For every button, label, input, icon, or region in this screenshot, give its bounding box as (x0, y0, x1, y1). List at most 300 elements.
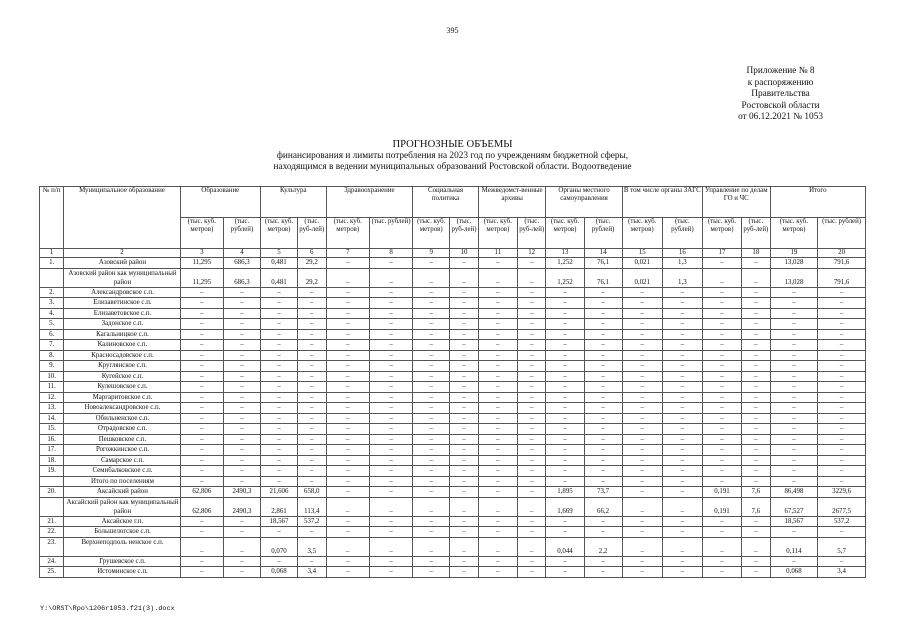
column-number: 5 (260, 249, 297, 258)
value-cell: – (413, 476, 450, 487)
table-row (40, 527, 866, 538)
value-cell: – (450, 340, 479, 351)
value-cell: – (818, 361, 866, 372)
value-cell: – (702, 434, 741, 445)
value-cell: – (702, 340, 741, 351)
value-cell: – (223, 527, 260, 538)
value-cell: – (478, 340, 517, 351)
value-cell: 686,3 (223, 268, 260, 287)
column-number: 15 (622, 249, 662, 258)
value-cell: – (818, 445, 866, 456)
value-cell: – (742, 361, 771, 372)
header-unit: (тыс. куб. метров) (260, 218, 297, 249)
value-cell: – (742, 258, 771, 269)
file-path-footer: Y:\ORST\Rpo\1206r1053.f21(3).docx (40, 605, 175, 613)
value-cell: – (546, 567, 584, 578)
value-cell: – (326, 527, 369, 538)
value-cell: – (180, 476, 223, 487)
value-cell: – (662, 298, 702, 309)
value-cell: 66,2 (584, 497, 622, 516)
value-cell: – (546, 455, 584, 466)
value-cell: – (770, 527, 818, 538)
row-number: 7. (40, 340, 64, 351)
value-cell: – (742, 413, 771, 424)
value-cell: – (326, 516, 369, 527)
value-cell: – (662, 413, 702, 424)
value-cell: – (546, 403, 584, 414)
row-number: 21. (40, 516, 64, 527)
value-cell: – (180, 350, 223, 361)
value-cell: – (450, 466, 479, 477)
municipality-name: Аксайский район (64, 487, 180, 498)
value-cell: – (450, 268, 479, 287)
header-unit: (тыс. руб-лей) (450, 218, 479, 249)
value-cell: – (297, 424, 326, 435)
column-number: 2 (64, 249, 180, 258)
value-cell: 13,028 (770, 258, 818, 269)
value-cell: 67,527 (770, 497, 818, 516)
value-cell: – (326, 350, 369, 361)
value-cell: – (326, 268, 369, 287)
value-cell: – (546, 298, 584, 309)
value-cell: 0,114 (770, 537, 818, 556)
value-cell: – (702, 319, 741, 330)
value-cell: – (260, 329, 297, 340)
municipality-name: Кугейское с.п. (64, 371, 180, 382)
value-cell: – (818, 350, 866, 361)
value-cell: 2490,3 (223, 497, 260, 516)
value-cell: – (742, 567, 771, 578)
row-number: 24. (40, 556, 64, 567)
municipality-name: Большелогское с.п. (64, 527, 180, 538)
value-cell: – (742, 308, 771, 319)
value-cell: – (546, 445, 584, 456)
value-cell: – (297, 382, 326, 393)
appendix-line: к распоряжению (747, 77, 814, 88)
value-cell: – (546, 371, 584, 382)
value-cell: – (702, 527, 741, 538)
value-cell: – (818, 308, 866, 319)
value-cell: – (223, 329, 260, 340)
row-number: 11. (40, 382, 64, 393)
row-number: 8. (40, 350, 64, 361)
value-cell: – (742, 424, 771, 435)
value-cell: – (223, 371, 260, 382)
value-cell: – (450, 537, 479, 556)
value-cell: – (223, 434, 260, 445)
header-unit: (тыс. руб-лей) (742, 218, 771, 249)
value-cell: – (478, 455, 517, 466)
header-unit: (тыс. рублей) (369, 218, 412, 249)
table-row (40, 298, 866, 309)
value-cell: 0,481 (260, 268, 297, 287)
value-cell: – (297, 340, 326, 351)
value-cell: – (546, 516, 584, 527)
table-row (40, 567, 866, 578)
value-cell: – (662, 350, 702, 361)
table-row (40, 434, 866, 445)
table-row (40, 361, 866, 372)
value-cell: – (326, 466, 369, 477)
value-cell: – (450, 308, 479, 319)
value-cell: – (702, 556, 741, 567)
table-row (40, 319, 866, 330)
value-cell: – (662, 308, 702, 319)
value-cell: – (450, 487, 479, 498)
value-cell: – (770, 476, 818, 487)
value-cell: – (584, 413, 622, 424)
value-cell: – (622, 308, 662, 319)
value-cell: – (517, 319, 546, 330)
header-group: Управление по делам ГО и ЧС (702, 187, 770, 218)
column-number: 6 (297, 249, 326, 258)
value-cell: – (770, 434, 818, 445)
value-cell: – (584, 287, 622, 298)
table-row (40, 556, 866, 567)
value-cell: – (546, 413, 584, 424)
value-cell: – (297, 392, 326, 403)
title-main: ПРОГНОЗНЫЕ ОБЪЕМЫ (392, 139, 513, 150)
value-cell: – (223, 319, 260, 330)
value-cell: – (702, 403, 741, 414)
value-cell: – (478, 392, 517, 403)
value-cell: – (413, 258, 450, 269)
value-cell: – (517, 268, 546, 287)
value-cell: – (413, 361, 450, 372)
value-cell: – (770, 403, 818, 414)
value-cell: – (223, 455, 260, 466)
table-row (40, 466, 866, 477)
value-cell: – (413, 487, 450, 498)
value-cell: – (369, 527, 412, 538)
row-number: 4. (40, 308, 64, 319)
table-row (40, 268, 866, 287)
value-cell: – (223, 403, 260, 414)
value-cell: – (369, 329, 412, 340)
table-row (40, 329, 866, 340)
value-cell: – (478, 497, 517, 516)
value-cell: – (622, 497, 662, 516)
value-cell: – (517, 308, 546, 319)
column-number: 9 (413, 249, 450, 258)
value-cell: – (818, 287, 866, 298)
value-cell: – (478, 371, 517, 382)
value-cell: – (297, 361, 326, 372)
value-cell: – (223, 466, 260, 477)
value-cell: – (584, 350, 622, 361)
value-cell: – (584, 361, 622, 372)
value-cell: – (818, 382, 866, 393)
value-cell: – (369, 371, 412, 382)
value-cell: – (742, 350, 771, 361)
value-cell: – (702, 361, 741, 372)
value-cell: – (413, 556, 450, 567)
value-cell: – (818, 556, 866, 567)
header-municipality: Муниципальное образование (64, 187, 180, 249)
municipality-name: Семибалковское с.п. (64, 466, 180, 477)
value-cell: – (622, 455, 662, 466)
value-cell: – (546, 308, 584, 319)
value-cell: – (413, 329, 450, 340)
municipality-name: Кулешовское с.п. (64, 382, 180, 393)
table-row (40, 455, 866, 466)
value-cell: – (742, 403, 771, 414)
value-cell: – (622, 350, 662, 361)
value-cell: – (517, 455, 546, 466)
header-unit: (тыс. руб-лей) (297, 218, 326, 249)
value-cell: – (818, 476, 866, 487)
value-cell: – (413, 382, 450, 393)
value-cell: – (517, 424, 546, 435)
value-cell: 73,7 (584, 487, 622, 498)
value-cell: – (180, 287, 223, 298)
value-cell: – (622, 382, 662, 393)
value-cell: – (369, 455, 412, 466)
value-cell: – (413, 340, 450, 351)
header-unit: (тыс. руб-лей) (517, 218, 546, 249)
value-cell: – (546, 382, 584, 393)
value-cell: – (369, 319, 412, 330)
value-cell: – (450, 527, 479, 538)
value-cell: – (622, 361, 662, 372)
value-cell: – (223, 392, 260, 403)
value-cell: – (818, 371, 866, 382)
value-cell: 3229,6 (818, 487, 866, 498)
value-cell: – (770, 308, 818, 319)
value-cell: – (369, 403, 412, 414)
value-cell: – (326, 361, 369, 372)
value-cell: – (662, 287, 702, 298)
row-number: 17. (40, 445, 64, 456)
value-cell: – (478, 434, 517, 445)
table-row (40, 258, 866, 269)
value-cell: 62,806 (180, 497, 223, 516)
document-title (0, 139, 905, 173)
value-cell: – (818, 424, 866, 435)
value-cell: – (546, 350, 584, 361)
value-cell: – (326, 340, 369, 351)
appendix-block (738, 66, 823, 124)
value-cell: – (478, 424, 517, 435)
value-cell: – (662, 382, 702, 393)
header-unit: (тыс. рублей) (662, 218, 702, 249)
table-row (40, 340, 866, 351)
value-cell: – (326, 329, 369, 340)
value-cell: – (546, 434, 584, 445)
value-cell: – (450, 556, 479, 567)
value-cell: – (413, 527, 450, 538)
row-number: 2. (40, 287, 64, 298)
value-cell: – (818, 413, 866, 424)
value-cell: 0,021 (622, 268, 662, 287)
row-number (40, 497, 64, 516)
row-number: 14. (40, 413, 64, 424)
value-cell: – (546, 476, 584, 487)
value-cell: – (260, 466, 297, 477)
value-cell: – (742, 476, 771, 487)
value-cell: – (478, 516, 517, 527)
value-cell: – (584, 434, 622, 445)
value-cell: 1,895 (546, 487, 584, 498)
value-cell: – (517, 371, 546, 382)
value-cell: – (478, 556, 517, 567)
value-cell: – (369, 434, 412, 445)
value-cell: – (369, 287, 412, 298)
column-number: 1 (40, 249, 64, 258)
value-cell: – (584, 298, 622, 309)
value-cell: – (297, 476, 326, 487)
value-cell: – (517, 287, 546, 298)
value-cell: – (742, 329, 771, 340)
value-cell: – (742, 268, 771, 287)
value-cell: 18,567 (260, 516, 297, 527)
municipality-name: Рогожкинское с.п. (64, 445, 180, 456)
value-cell: – (818, 392, 866, 403)
value-cell: – (702, 371, 741, 382)
value-cell: – (662, 392, 702, 403)
value-cell: – (517, 516, 546, 527)
value-cell: – (223, 476, 260, 487)
appendix-line: Правительства (751, 89, 810, 100)
value-cell: – (584, 445, 622, 456)
value-cell: – (770, 287, 818, 298)
value-cell: – (326, 258, 369, 269)
value-cell: – (180, 298, 223, 309)
value-cell: – (223, 567, 260, 578)
row-number: 23. (40, 537, 64, 556)
value-cell: – (742, 298, 771, 309)
value-cell: – (326, 497, 369, 516)
header-unit: (тыс. куб. метров) (326, 218, 369, 249)
value-cell: 29,2 (297, 268, 326, 287)
value-cell: – (818, 466, 866, 477)
value-cell: 537,2 (297, 516, 326, 527)
row-number: 6. (40, 329, 64, 340)
value-cell: – (702, 537, 741, 556)
value-cell: 2490,3 (223, 487, 260, 498)
value-cell: – (369, 361, 412, 372)
municipality-name: Елизаветовское с.п. (64, 308, 180, 319)
value-cell: – (180, 340, 223, 351)
table-row (40, 350, 866, 361)
row-number: 16. (40, 434, 64, 445)
value-cell: – (413, 567, 450, 578)
value-cell: – (326, 413, 369, 424)
table-row (40, 516, 866, 527)
value-cell: – (450, 413, 479, 424)
value-cell: – (662, 424, 702, 435)
value-cell: 7,6 (742, 497, 771, 516)
municipality-name: Истоминское с.п. (64, 567, 180, 578)
value-cell: – (702, 392, 741, 403)
value-cell: – (180, 329, 223, 340)
value-cell: – (478, 382, 517, 393)
value-cell: – (326, 556, 369, 567)
value-cell: – (369, 466, 412, 477)
value-cell: – (546, 466, 584, 477)
value-cell: 7,6 (742, 487, 771, 498)
value-cell: – (662, 516, 702, 527)
row-number (40, 476, 64, 487)
value-cell: – (622, 537, 662, 556)
value-cell: – (662, 466, 702, 477)
value-cell: – (622, 466, 662, 477)
value-cell: – (297, 329, 326, 340)
value-cell: – (742, 537, 771, 556)
table-row (40, 371, 866, 382)
value-cell: – (478, 537, 517, 556)
table-row (40, 308, 866, 319)
municipality-name: Аксайское г.п. (64, 516, 180, 527)
value-cell: – (326, 445, 369, 456)
municipality-name: Азовский район как муниципальный район (64, 268, 180, 287)
value-cell: – (702, 329, 741, 340)
value-cell: – (702, 445, 741, 456)
value-cell: 0,481 (260, 258, 297, 269)
value-cell: – (369, 537, 412, 556)
value-cell: 11,295 (180, 258, 223, 269)
value-cell: 0,021 (622, 258, 662, 269)
value-cell: 3,4 (297, 567, 326, 578)
value-cell: – (223, 537, 260, 556)
header-group: В том числе органы ЗАГС (622, 187, 702, 218)
value-cell: – (260, 319, 297, 330)
value-cell: – (223, 298, 260, 309)
value-cell: 1,669 (546, 497, 584, 516)
value-cell: – (180, 537, 223, 556)
value-cell: – (369, 445, 412, 456)
value-cell: – (369, 340, 412, 351)
row-number: 12. (40, 392, 64, 403)
value-cell: 1,252 (546, 258, 584, 269)
value-cell: – (478, 268, 517, 287)
table-row (40, 382, 866, 393)
value-cell: – (369, 258, 412, 269)
value-cell: – (369, 392, 412, 403)
value-cell: 29,2 (297, 258, 326, 269)
value-cell: – (622, 413, 662, 424)
value-cell: – (450, 319, 479, 330)
value-cell: – (260, 476, 297, 487)
value-cell: – (478, 466, 517, 477)
column-number: 20 (818, 249, 866, 258)
value-cell: 113,4 (297, 497, 326, 516)
page-number: 395 (446, 26, 459, 35)
value-cell: – (180, 371, 223, 382)
value-cell: – (662, 403, 702, 414)
value-cell: – (180, 556, 223, 567)
value-cell: – (742, 392, 771, 403)
value-cell: – (478, 361, 517, 372)
value-cell: – (517, 556, 546, 567)
value-cell: – (369, 476, 412, 487)
value-cell: – (326, 308, 369, 319)
value-cell: – (478, 487, 517, 498)
value-cell: – (770, 556, 818, 567)
value-cell: – (450, 424, 479, 435)
value-cell: – (180, 567, 223, 578)
value-cell: – (478, 329, 517, 340)
value-cell: – (584, 382, 622, 393)
header-unit: (тыс. куб. метров) (478, 218, 517, 249)
value-cell: – (702, 455, 741, 466)
value-cell: 0,068 (770, 567, 818, 578)
value-cell: – (223, 382, 260, 393)
value-cell: – (260, 298, 297, 309)
value-cell: – (326, 567, 369, 578)
value-cell: – (622, 445, 662, 456)
value-cell: – (260, 371, 297, 382)
